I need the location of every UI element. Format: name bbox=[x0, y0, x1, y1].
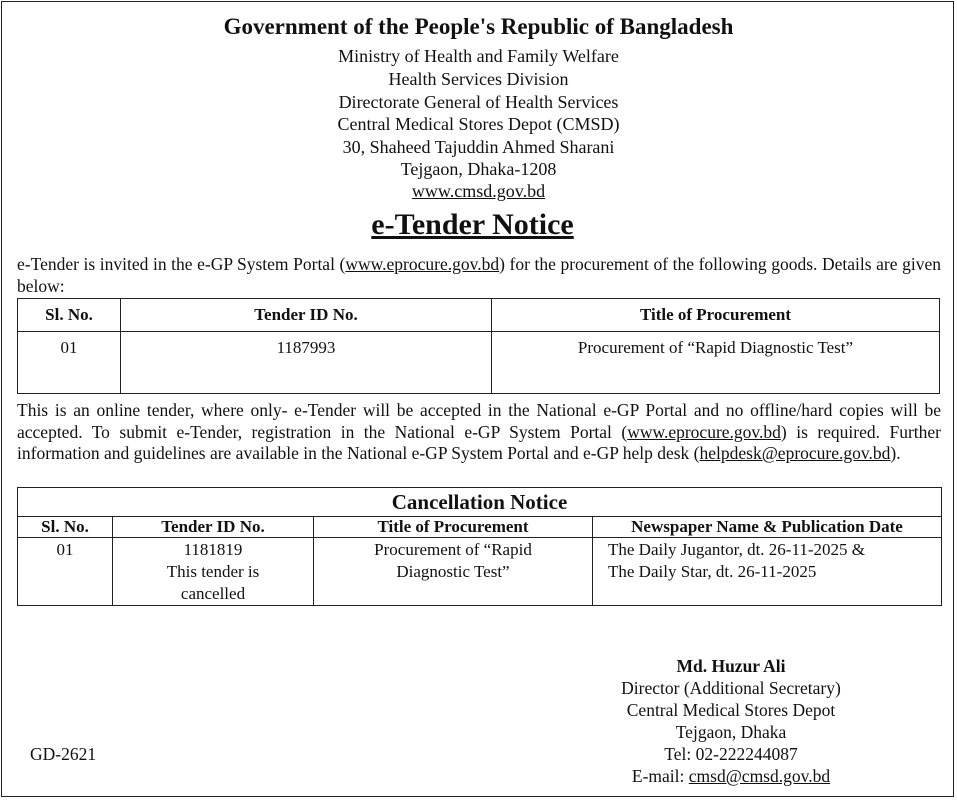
cancellation-table-header bbox=[18, 517, 942, 538]
email-label: E-mail: bbox=[631, 766, 689, 786]
cancel-col-newspaper: Newspaper Name & Publication Date bbox=[593, 517, 942, 538]
col-tender-id: Tender ID No. bbox=[121, 299, 492, 332]
cell-tender-id: 1187993 bbox=[121, 332, 492, 394]
helpdesk-email-link[interactable]: helpdesk@eprocure.gov.bd bbox=[699, 443, 891, 463]
cmsd-line: Central Medical Stores Depot (CMSD) bbox=[337, 114, 620, 134]
newspaper-line: The Daily Jugantor, dt. 26-11-2025 & bbox=[608, 540, 865, 559]
eprocure-link[interactable]: www.eprocure.gov.bd bbox=[345, 254, 500, 274]
signatory-office: Central Medical Stores Depot bbox=[626, 700, 836, 720]
intro-text-start: e-Tender is invited in the e-GP System Portal ( bbox=[17, 254, 346, 274]
city-line: Tejgaon, Dhaka-1208 bbox=[400, 159, 557, 179]
cell-sl-no: 01 bbox=[18, 332, 121, 394]
cancel-title-line: Diagnostic Test” bbox=[396, 562, 510, 581]
newspaper-line: The Daily Star, dt. 26-11-2025 bbox=[608, 562, 817, 581]
address-line: 30, Shaheed Tajuddin Ahmed Sharani bbox=[342, 137, 615, 157]
website-link[interactable]: www.cmsd.gov.bd bbox=[411, 181, 546, 201]
tender-table-header bbox=[18, 299, 940, 332]
directorate-line: Directorate General of Health Services bbox=[338, 92, 619, 112]
page-title: e-Tender Notice bbox=[371, 208, 574, 241]
signatory-location: Tejgaon, Dhaka bbox=[675, 722, 787, 742]
col-sl-no: Sl. No. bbox=[18, 299, 121, 332]
cancel-cell-sl-no: 01 bbox=[18, 538, 113, 606]
cancellation-table bbox=[17, 487, 942, 606]
cancel-id-line: This tender is bbox=[166, 562, 260, 581]
intro-text-end: ) for the procurement of the following goods. Details are given below: bbox=[17, 254, 941, 296]
online-text-1: This is an online tender, where only- e-Tender will be accepted in the National e-GP Portal and no offline/hard copies will be accepted. To submit e-Tender, registration in the National e-GP System Portal ( bbox=[17, 400, 941, 442]
cancel-cell-newspaper bbox=[593, 538, 942, 606]
online-text-2: ) is required. Further information and guidelines are available in the National e-GP System Portal and e-GP help desk ( bbox=[17, 421, 941, 463]
cancel-col-sl-no: Sl. No. bbox=[18, 517, 113, 538]
cancel-title-line: Procurement of “Rapid bbox=[374, 540, 532, 559]
signatory-name: Md. Huzur Ali bbox=[676, 656, 786, 676]
division-line: Health Services Division bbox=[388, 69, 569, 89]
cancel-cell-title bbox=[314, 538, 593, 606]
government-heading: Government of the People's Republic of Bangladesh bbox=[223, 14, 734, 39]
gd-number: GD-2621 bbox=[30, 744, 97, 764]
online-text-3: ). bbox=[890, 443, 901, 463]
col-title: Title of Procurement bbox=[492, 299, 940, 332]
cell-title: Procurement of “Rapid Diagnostic Test” bbox=[492, 332, 940, 394]
signatory-email-link[interactable]: cmsd@cmsd.gov.bd bbox=[688, 766, 831, 786]
signatory-tel: Tel: 02-222244087 bbox=[664, 744, 798, 764]
intro-paragraph bbox=[17, 254, 941, 297]
cancel-cell-tender-id bbox=[113, 538, 314, 606]
signatory-email-line bbox=[540, 765, 922, 787]
cancellation-title: Cancellation Notice bbox=[18, 488, 942, 517]
signatory-designation: Director (Additional Secretary) bbox=[621, 678, 841, 698]
eprocure-link-2[interactable]: www.eprocure.gov.bd bbox=[627, 421, 781, 442]
signature-block bbox=[540, 655, 922, 787]
cancel-id-line: 1181819 bbox=[183, 540, 243, 559]
online-tender-paragraph bbox=[17, 400, 941, 465]
table-row bbox=[18, 538, 942, 606]
cancel-col-title: Title of Procurement bbox=[314, 517, 593, 538]
cancel-id-line: cancelled bbox=[180, 584, 246, 603]
ministry-line: Ministry of Health and Family Welfare bbox=[338, 46, 619, 66]
cancel-col-tender-id: Tender ID No. bbox=[113, 517, 314, 538]
tender-table bbox=[17, 298, 940, 394]
table-row bbox=[18, 332, 940, 394]
